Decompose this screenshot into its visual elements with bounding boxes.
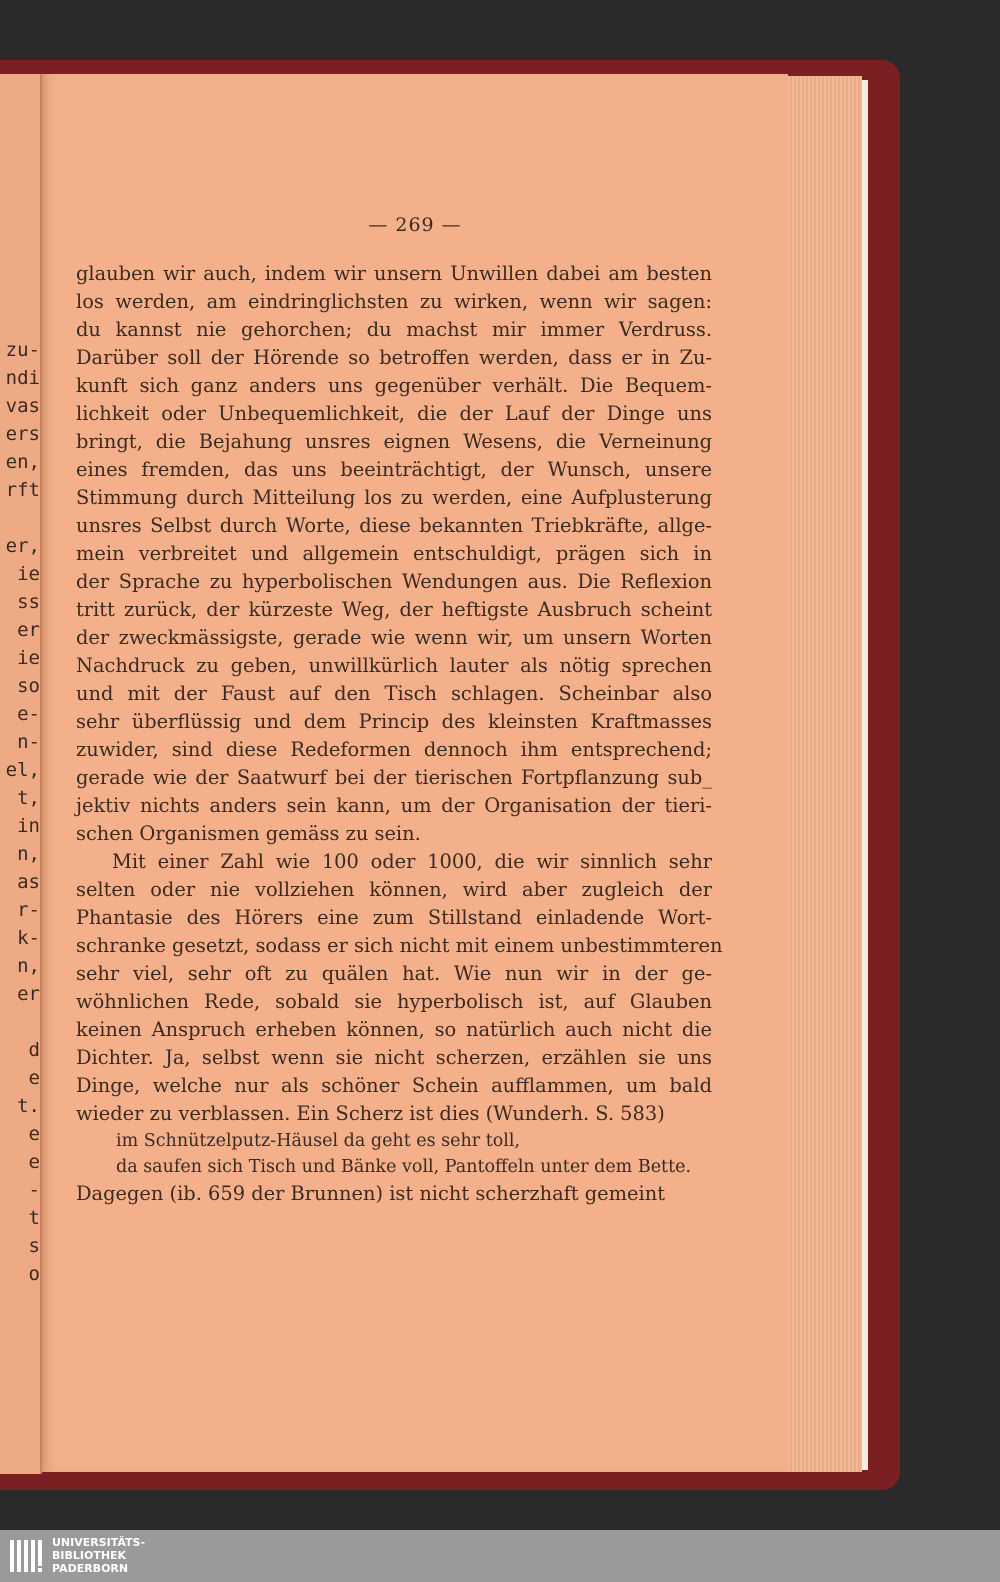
text-line: sehr viel, sehr oft zu quälen hat. Wie nun wir in der ge- <box>76 962 712 985</box>
final-line <box>76 1180 712 1208</box>
text-line: tritt zurück, der kürzeste Weg, der heftigste Ausbruch scheint <box>76 598 712 621</box>
left-page-fragment <box>0 74 42 1474</box>
library-logo-icon <box>8 1538 48 1574</box>
text-line: Dinge, welche nur als schöner Schein aufflammen, um bald <box>76 1074 712 1097</box>
text-line: im Schnützelputz-Häusel da geht es sehr toll, <box>116 1131 521 1151</box>
text-line: schen Organismen gemäss zu sein. <box>76 822 421 845</box>
text-line: eines fremden, das uns beeinträchtigt, der Wunsch, unsere <box>76 458 712 481</box>
text-line: und mit der Faust auf den Tisch schlagen. Scheinbar also <box>76 682 712 705</box>
library-name <box>52 1536 145 1575</box>
text-line: los werden, am eindringlichsten zu wirken, wenn wir sagen: <box>76 290 712 313</box>
text-line: der Sprache zu hyperbolischen Wendungen aus. Die Reflexion <box>76 570 712 593</box>
library-footer <box>0 1530 1000 1582</box>
text-line: unsres Selbst durch Worte, diese bekannten Triebkräfte, allge- <box>76 514 712 537</box>
book-page <box>42 74 788 1472</box>
library-name-line-2: BIBLIOTHEK <box>52 1549 127 1562</box>
page-number: — 269 — <box>368 214 462 236</box>
text-line: jektiv nichts anders sein kann, um der Organisation der tieri- <box>76 794 712 817</box>
text-line: bringt, die Bejahung unsres eignen Wesens, die Verneinung <box>76 430 712 453</box>
text-line: schranke gesetzt, sodass er sich nicht mit einem unbestimmteren <box>76 934 723 957</box>
text-line: Nachdruck zu geben, unwillkürlich lauter als nötig sprechen <box>76 654 712 677</box>
text-line: sehr überflüssig und dem Princip des kleinsten Kraftmasses <box>76 710 712 733</box>
text-line: da saufen sich Tisch und Bänke voll, Pantoffeln unter dem Bette. <box>116 1157 692 1177</box>
text-line: selten oder nie vollziehen können, wird aber zugleich der <box>76 878 712 901</box>
text-line: kunft sich ganz anders uns gegenüber verhält. Die Bequem- <box>76 374 712 397</box>
page-body <box>76 260 723 1208</box>
paragraph-1 <box>76 260 712 848</box>
text-line: mein verbreitet und allgemein entschuldigt, prägen sich in <box>76 542 712 565</box>
text-line: du kannst nie gehorchen; du machst mir immer Verdruss. <box>76 318 712 341</box>
text-line: wöhnlichen Rede, sobald sie hyperbolisch ist, auf Glauben <box>76 990 712 1013</box>
verse-quote <box>76 1128 712 1180</box>
text-line: lichkeit oder Unbequemlichkeit, die der Lauf der Dinge uns <box>76 402 712 425</box>
text-line: zuwider, sind diese Redeformen dennoch ihm entsprechend; <box>76 738 712 761</box>
text-line: der zweckmässigste, gerade wie wenn wir, um unsern Worten <box>76 626 712 649</box>
final-line-text: Dagegen (ib. 659 der Brunnen) ist nicht scherzhaft gemeint <box>76 1182 665 1205</box>
text-line: Mit einer Zahl wie 100 oder 1000, die wir sinnlich sehr <box>112 850 712 873</box>
text-line: glauben wir auch, indem wir unsern Unwillen dabei am besten <box>76 262 712 285</box>
text-line: Phantasie des Hörers eine zum Stillstand einladende Wort- <box>76 906 712 929</box>
text-line: keinen Anspruch erheben können, so natürlich auch nicht die <box>76 1018 712 1041</box>
text-line: Darüber soll der Hörende so betroffen werden, dass er in Zu- <box>76 346 712 369</box>
text-line: Dichter. Ja, selbst wenn sie nicht scherzen, erzählen sie uns <box>76 1046 712 1069</box>
text-line: wieder zu verblassen. Ein Scherz ist dies (Wunderh. S. 583) <box>76 1102 665 1125</box>
left-page-text: zu- ndi vas ers en, rft er, ie ss er ie so e- n- el, t, in n, as r- k- n, er d e t. e e - t s o <box>5 339 40 1285</box>
page-edges <box>780 76 862 1472</box>
text-line: gerade wie der Saatwurf bei der tierischen Fortpflanzung sub_ <box>76 766 712 789</box>
text-line: Stimmung durch Mitteilung los zu werden, eine Aufplusterung <box>76 486 712 509</box>
library-name-line-1: UNIVERSITÄTS- <box>52 1536 146 1549</box>
page-edge-white <box>862 80 868 1470</box>
paragraph-2 <box>76 848 723 1128</box>
library-name-line-3: PADERBORN <box>52 1562 129 1575</box>
